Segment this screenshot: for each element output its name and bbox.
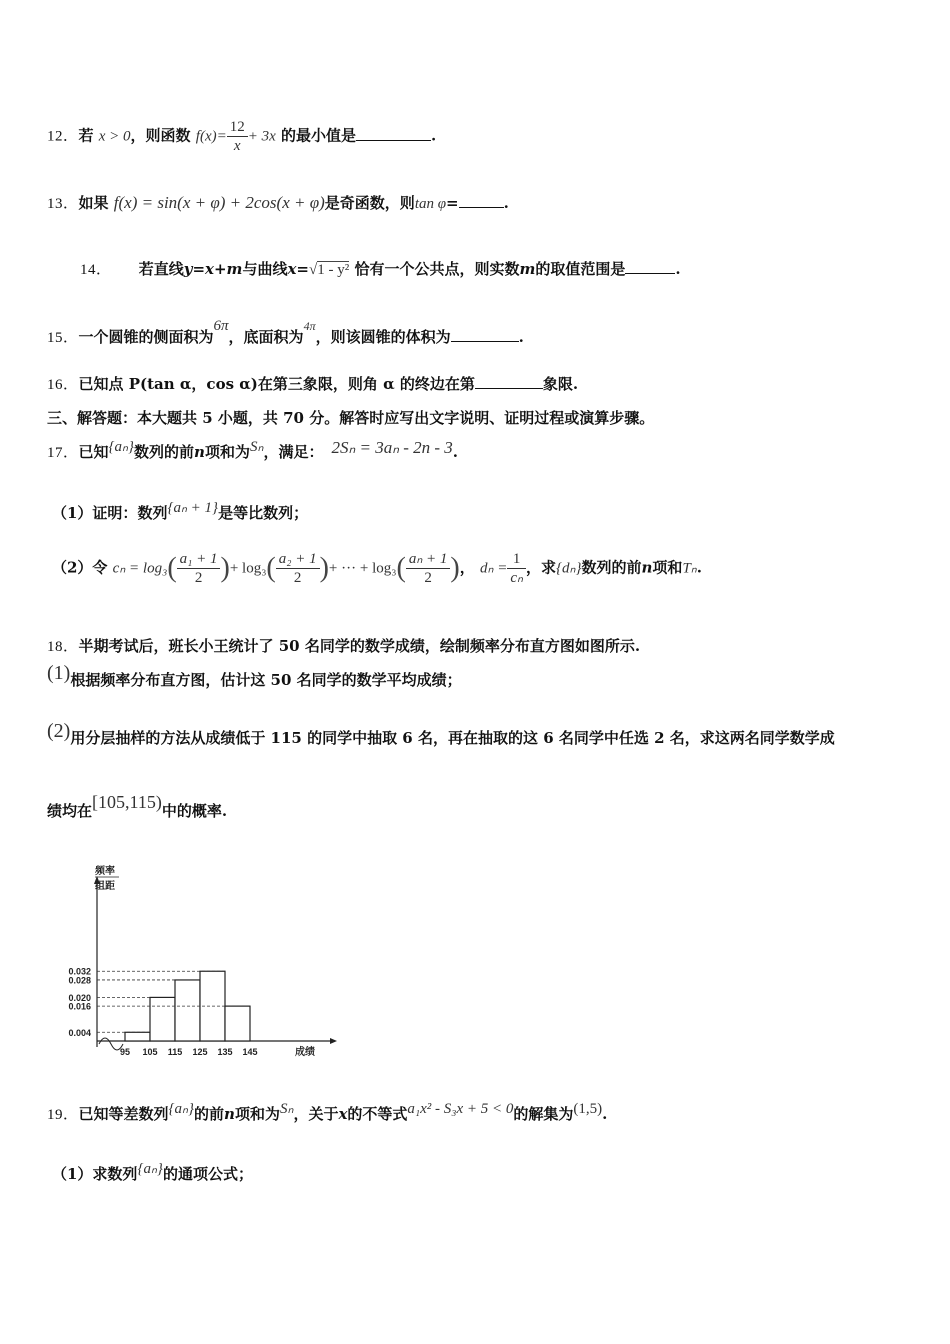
question-18: 18．半期考试后，班长小王统计了 50 名同学的数学成绩，绘制频率分布直方图如图所示. (47, 637, 641, 655)
answer-blank (356, 140, 431, 141)
question-17-part-2: （2）令 cₙ = log₃( $\frac{\text{a₁ + 1}}{2}$ )+ log₃( $\frac{\text{a₂ + 1}}{2}$ )+ ··· + log₃( $\frac{\text{aₙ + 1}}{2}$ )， dₙ = $\frac{1}{\text{cₙ}}$ ，求{dₙ}数列的前n项和Tₙ. (52, 551, 702, 586)
y-label-top: 频率 (95, 866, 115, 877)
y-tick-label: 0.016 (68, 1001, 91, 1012)
sqrt-expression: √1 - y² (308, 262, 350, 278)
x-axis-label: 成绩 (295, 1047, 315, 1058)
y-tick-label: 0.028 (68, 975, 91, 986)
question-17: 17．已知{aₙ}数列的前n项和为Sₙ，满足： 2Sₙ = 3aₙ - 2n - 3. (47, 438, 459, 461)
question-17-part-1: （1）证明：数列{aₙ + 1}是等比数列； (52, 500, 309, 522)
function-expression: f(x) = sin(x + φ) + 2cos(x + φ) (113, 193, 325, 212)
histogram-bar (125, 1032, 150, 1041)
question-19: 19．已知等差数列{aₙ}的前n项和为Sₙ，关于x的不等式a₁x² - S₃x + 5 < 0的解集为(1,5). (47, 1101, 608, 1123)
answer-blank (459, 207, 504, 208)
y-label-bottom: 组距 (95, 881, 115, 892)
x-tick-label: 135 (217, 1047, 233, 1057)
question-16: 16．已知点 P(tan α，cos α)在第三象限，则角 α 的终边在第 象限. (47, 375, 579, 393)
question-12: 12．若 x > 0，则函数 f(x)= $\frac{12}{x}$ + 3x 的最小值是 . (47, 119, 437, 154)
answer-blank (625, 273, 675, 274)
question-14: 14． 若直线y=x+m与曲线x=√1 - y² 恰有一个公共点，则实数m的取值范围是 . (80, 260, 681, 278)
question-13: 13．如果 f(x) = sin(x + φ) + 2cos(x + φ)是奇函数，则tan φ= . (47, 193, 509, 212)
y-tick-label: 0.020 (68, 992, 91, 1003)
question-19-part-1: （1）求数列{aₙ}的通项公式； (52, 1161, 253, 1183)
question-number: 12． (47, 128, 79, 145)
y-tick-label: 0.032 (68, 966, 91, 977)
fraction: $\frac{12}{x}$ (227, 118, 248, 155)
histogram-bar (225, 1006, 250, 1041)
y-tick-label: 0.004 (68, 1027, 91, 1038)
x-tick-label: 105 (142, 1047, 158, 1057)
question-18-part-2: (2)用分层抽样的方法从成绩低于 115 的同学中抽取 6 名，再在抽取的这 6 名同学中任选 2 名，求这两名同学数学成 (47, 720, 835, 747)
function-lhs: f(x)= (195, 128, 227, 145)
x-tick-label: 95 (119, 1047, 131, 1057)
question-15: 15．一个圆锥的侧面积为6π，底面积为$^{4\pi}$，则该圆锥的体积为 . (47, 318, 524, 346)
answer-blank (475, 388, 543, 389)
answer-blank (451, 341, 519, 342)
x-axis-arrow (330, 1038, 337, 1044)
section-heading: 三、解答题：本大题共 5 小题，共 70 分。解答时应写出文字说明、证明过程或演算步骤。 (47, 409, 655, 427)
x-tick-label: 125 (192, 1047, 208, 1057)
histogram-bar (150, 997, 175, 1041)
histogram-bar (175, 980, 200, 1041)
condition: x > 0 (98, 128, 131, 145)
x-tick-label: 145 (242, 1047, 258, 1057)
question-18-part-2-cont: 绩均在[105,115)中的概率. (47, 792, 228, 820)
x-tick-label: 115 (167, 1047, 183, 1057)
frequency-histogram (55, 858, 345, 1063)
question-18-part-1: (1)根据频率分布直方图，估计这 50 名同学的数学平均成绩； (47, 662, 462, 689)
